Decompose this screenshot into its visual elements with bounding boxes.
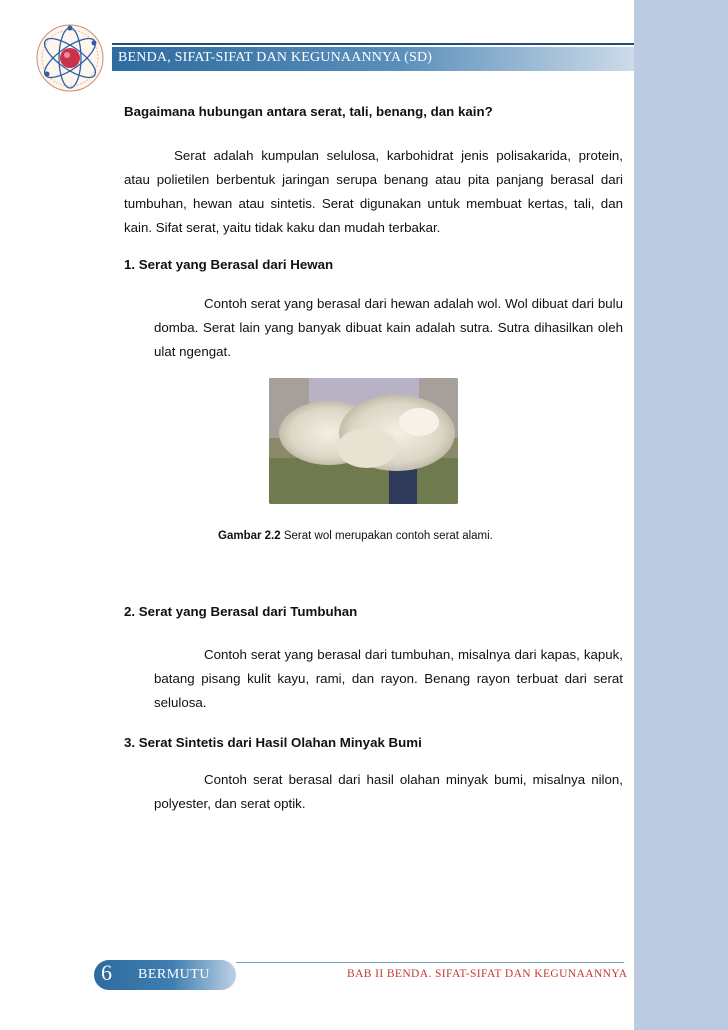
- section-heading-animal: 1. Serat yang Berasal dari Hewan: [124, 257, 334, 272]
- figure-caption-label: Gambar 2.2: [218, 530, 281, 542]
- atom-emblem-logo: [30, 18, 110, 98]
- header-title: BENDA, SIFAT-SIFAT DAN KEGUNAANNYA (SD): [118, 50, 433, 65]
- section-paragraph-synthetic: Contoh serat berasal dari hasil olahan minyak bumi, misalnya nilon, polyester, dan serat optik.: [154, 772, 623, 811]
- section-heading-synthetic: 3. Serat Sintetis dari Hasil Olahan Minyak Bumi: [124, 735, 422, 750]
- figure-caption: [218, 530, 493, 542]
- footer-rule: [236, 962, 624, 963]
- footer-chapter-title: BAB II BENDA. SIFAT-SIFAT DAN KEGUNAANNYA: [347, 968, 628, 980]
- section-paragraph-animal: Contoh serat yang berasal dari hewan adalah wol. Wol dibuat dari bulu domba. Serat lain yang banyak dibuat kain adalah sutra. Sutra dihasilkan oleh ulat ngengat.: [154, 296, 623, 359]
- section-heading-plant: 2. Serat yang Berasal dari Tumbuhan: [124, 604, 358, 619]
- page-number: 6: [101, 960, 112, 985]
- intro-paragraph: Serat adalah kumpulan selulosa, karbohidrat jenis polisakarida, protein, atau polietilen berbentuk jaringan serupa benang atau pita panjang berasal dari tumbuhan, hewan atau sintetis. Serat digunakan untuk membuat kertas, tali, dan kain. Sifat serat, yaitu tidak kaku dan mudah terbakar.: [124, 148, 623, 235]
- side-bar: [634, 0, 728, 1030]
- wool-fiber-photo: [269, 378, 458, 504]
- footer-brand: BERMUTU: [138, 967, 210, 982]
- header-rule: [112, 43, 634, 45]
- figure-caption-text: Serat wol merupakan contoh serat alami.: [280, 530, 493, 542]
- question-heading: Bagaimana hubungan antara serat, tali, benang, dan kain?: [124, 104, 493, 119]
- section-paragraph-plant: Contoh serat yang berasal dari tumbuhan, misalnya dari kapas, kapuk, batang pisang kulit kayu, rami, dan rayon. Benang rayon terbuat dari serat selulosa.: [154, 647, 623, 710]
